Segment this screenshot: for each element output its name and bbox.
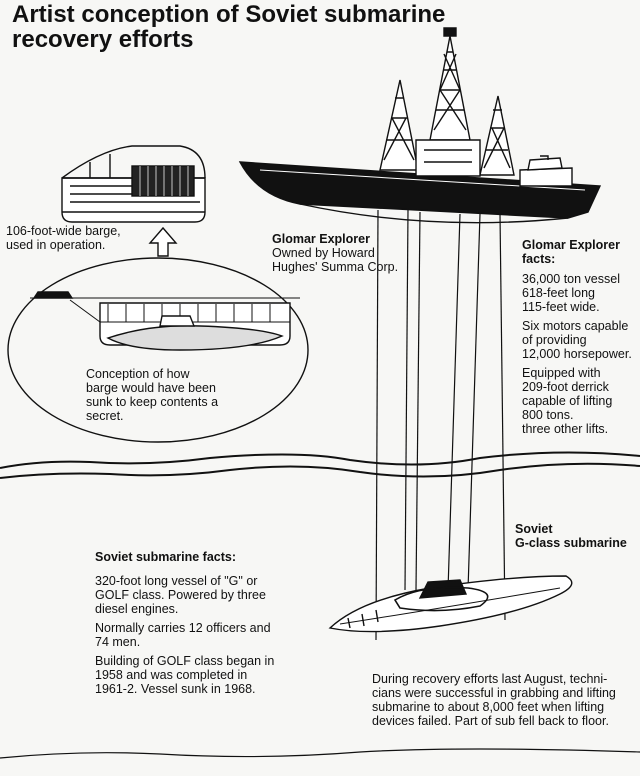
page-title: Artist conception of Soviet submarine recovery efforts <box>12 1 446 53</box>
lifting-cables <box>376 210 505 640</box>
arrow-up-icon <box>150 228 176 256</box>
submarine-facts: Soviet submarine facts: 320-foot long vessel of "G" or GOLF class. Powered by three diesel engines. Normally carries 12 officers and 74 men. Building of GOLF class began in 1958 and was completed in 1961-2. Vessel sunk in 1968. <box>95 550 275 696</box>
glomar-explorer-ship <box>240 28 600 223</box>
recovery-note: During recovery efforts last August, techni- cians were successful in grabbing and lifting submarine to about 8,000 feet when lifting devices failed. Part of sub fell back to floor. <box>372 672 616 728</box>
barge-caption: 106-foot-wide barge, used in operation. <box>6 224 121 252</box>
glomar-facts: Glomar Explorer facts: 36,000 ton vessel 618-feet long 115-feet wide. Six motors capable of providing 12,000 horsepower. Equipped with 209-foot derrick capable of lifting 800 tons. three other lifts. <box>522 238 632 436</box>
soviet-submarine <box>330 576 572 632</box>
submarine-label: Soviet G-class submarine <box>515 522 627 550</box>
barge-conception-caption: Conception of how barge would have been sunk to keep contents a secret. <box>86 367 219 423</box>
glomar-explorer-label: Glomar Explorer Owned by Howard Hughes' Summa Corp. <box>272 232 399 274</box>
barge-illustration <box>62 146 205 222</box>
